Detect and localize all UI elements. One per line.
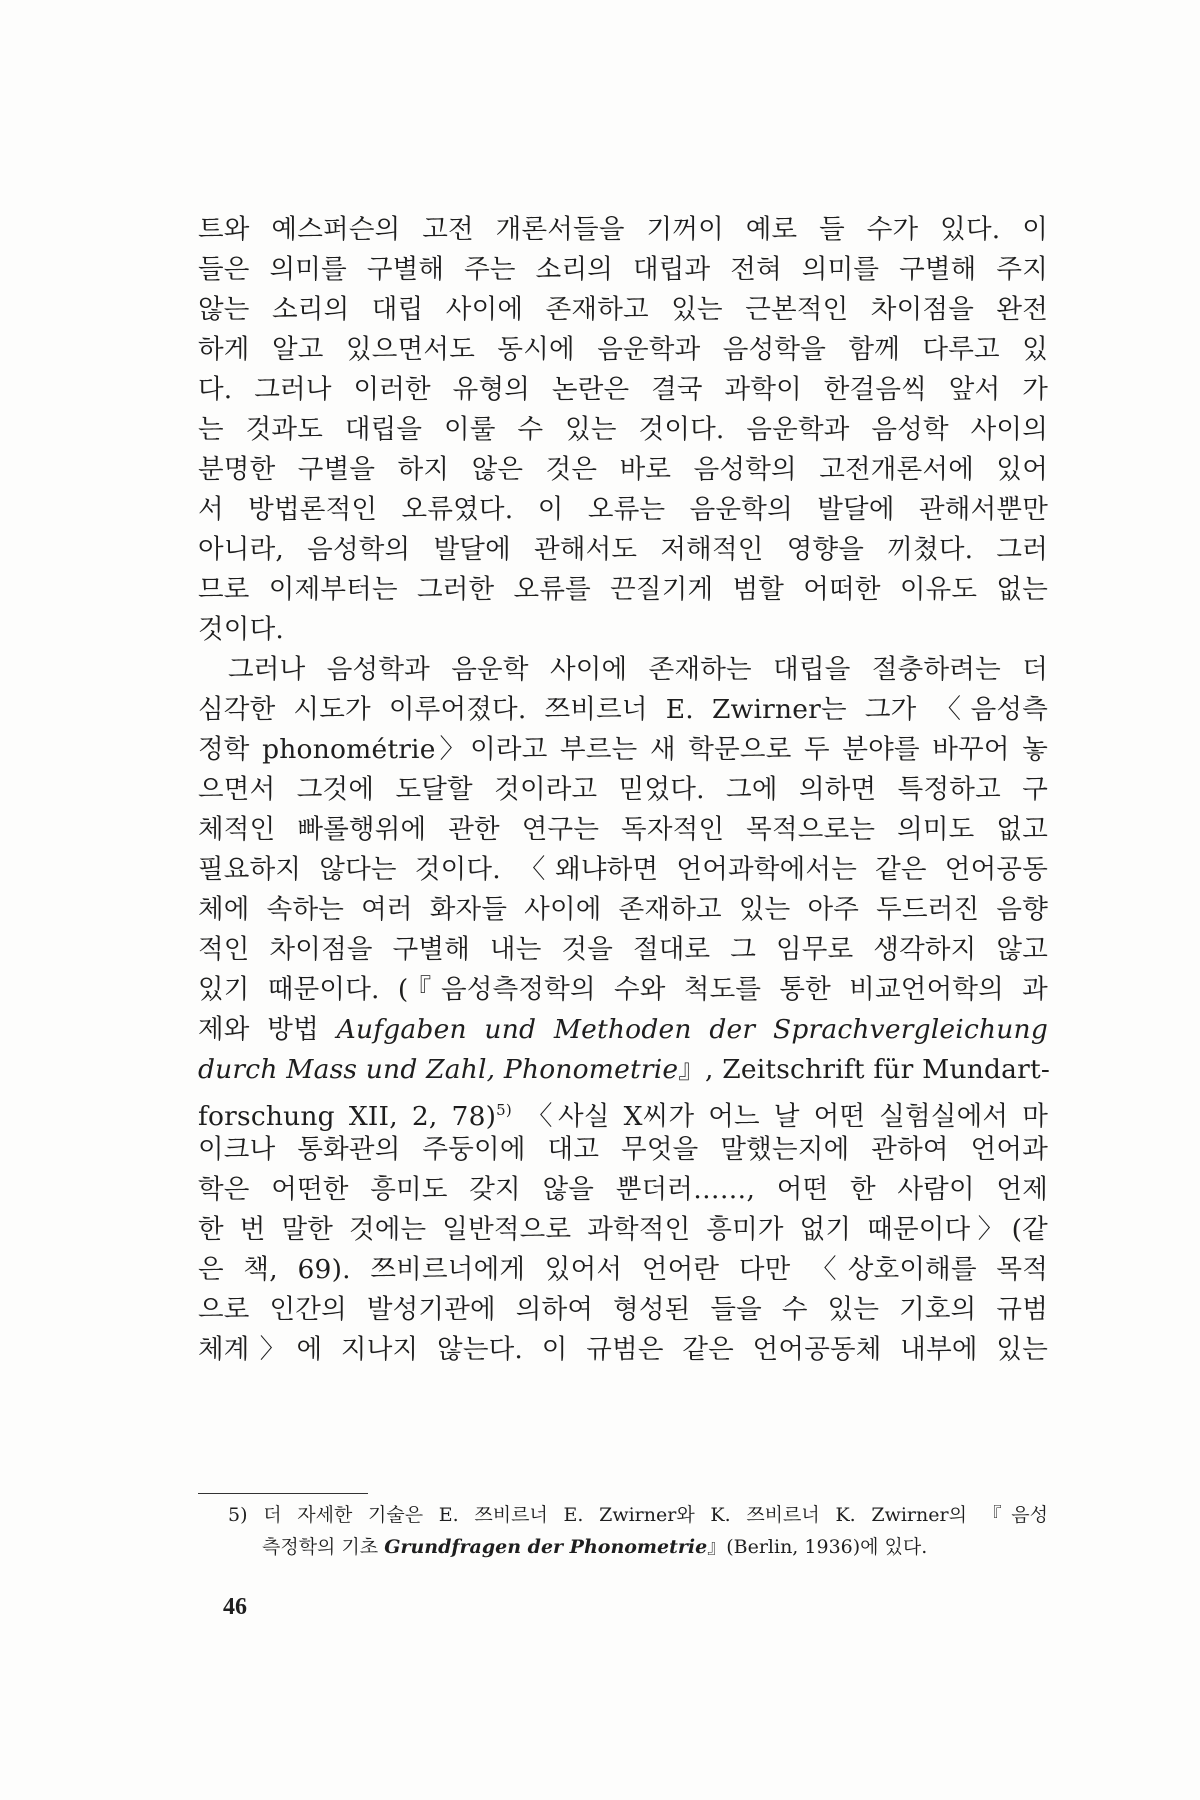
- footnote-text: 더 자세한 기술은 E. 쯔비르너 E. Zwirner와 K. 쯔비르너 K. Zwirner의 『음성: [263, 1504, 1048, 1526]
- body-line: 것이다.: [198, 614, 285, 645]
- footnote-title-italic: Grundfragen der Phonometrie: [384, 1536, 708, 1558]
- footnote-line: [228, 1500, 1048, 1530]
- footnote-reference: 5): [496, 1101, 512, 1119]
- footnote-line: [262, 1532, 1048, 1562]
- body-line: 않는 소리의 대립 사이에 존재하고 있는 근본적인 차이점을 완전: [198, 294, 1048, 325]
- footnote-divider: [198, 1493, 368, 1494]
- body-line: 하게 알고 있으면서도 동시에 음운학과 음성학을 함께 다루고 있: [198, 334, 1048, 365]
- footnote-text: 』(Berlin, 1936)에 있다.: [707, 1536, 928, 1558]
- body-line: 아니라, 음성학의 발달에 관해서도 저해적인 영향을 끼쳤다. 그러: [198, 534, 1048, 565]
- body-line: 다. 그러나 이러한 유형의 논란은 결국 과학이 한걸음씩 앞서 가: [198, 374, 1048, 405]
- body-text: 〈사실 X씨가 어느 날 어떤 실험실에서 마: [511, 1100, 1048, 1132]
- body-text: forschung XII, 2, 78): [198, 1100, 497, 1132]
- body-line: 으로 인간의 발성기관에 의하여 형성된 들을 수 있는 기호의 규범: [198, 1294, 1048, 1325]
- body-line-with-title: [198, 1010, 1048, 1050]
- body-line: 정학 phonométrie〉이라고 부르는 새 학문으로 두 분야를 바꾸어 놓: [198, 734, 1048, 765]
- body-line: 필요하지 않다는 것이다. 〈왜냐하면 언어과학에서는 같은 언어공동: [198, 854, 1048, 885]
- body-line: 분명한 구별을 하지 않은 것은 바로 음성학의 고전개론서에 있어: [198, 454, 1048, 485]
- body-line: 학은 어떤한 흥미도 갖지 않을 뿐더러……, 어떤 한 사람이 언제: [198, 1174, 1048, 1205]
- footnote-text: 측정학의 기초: [262, 1536, 385, 1558]
- body-line: 서 방법론적인 오류였다. 이 오류는 음운학의 발달에 관해서뿐만: [198, 494, 1048, 525]
- body-line: 심각한 시도가 이루어졌다. 쯔비르너 E. Zwirner는 그가 〈음성측: [198, 694, 1048, 725]
- footnote-marker: 5): [228, 1504, 248, 1526]
- body-line: 므로 이제부터는 그러한 오류를 끈질기게 범할 어떠한 이유도 없는: [198, 574, 1048, 605]
- body-line: 트와 예스퍼슨의 고전 개론서들을 기꺼이 예로 들 수가 있다. 이: [198, 214, 1048, 245]
- body-line: 이크나 통화관의 주둥이에 대고 무엇을 말했는지에 관하여 언어과: [198, 1134, 1048, 1165]
- body-line: 으면서 그것에 도달할 것이라고 믿었다. 그에 의하면 특정하고 구: [198, 774, 1048, 805]
- body-line: 는 것과도 대립을 이룰 수 있는 것이다. 음운학과 음성학 사이의: [198, 414, 1048, 445]
- body-line: 체계〉에 지나지 않는다. 이 규범은 같은 언어공동체 내부에 있는: [198, 1334, 1048, 1365]
- body-line: 적인 차이점을 구별해 내는 것을 절대로 그 임무로 생각하지 않고: [198, 934, 1048, 965]
- body-line: 한 번 말한 것에는 일반적으로 과학적인 흥미가 없기 때문이다〉(같: [198, 1214, 1048, 1245]
- german-title-italic: durch Mass und Zahl, Phonometrie: [198, 1054, 679, 1085]
- body-line: 체적인 빠롤행위에 관한 연구는 독자적인 목적으로는 의미도 없고: [198, 814, 1048, 845]
- body-text: 제와 방법: [198, 1014, 337, 1045]
- body-line: 은 책, 69). 쯔비르너에게 있어서 언어란 다만 〈상호이해를 목적: [198, 1254, 1048, 1285]
- paragraph-start-line: 그러나 음성학과 음운학 사이에 존재하는 대립을 절충하려는 더: [228, 654, 1048, 685]
- body-line: 들은 의미를 구별해 주는 소리의 대립과 전혀 의미를 구별해 주지: [198, 254, 1048, 285]
- german-title-italic: Aufgaben und Methoden der Sprachvergleichung: [336, 1014, 1048, 1045]
- body-line-with-title: [198, 1050, 1051, 1090]
- body-line: 체에 속하는 여러 화자들 사이에 존재하고 있는 아주 두드러진 음향: [198, 894, 1048, 925]
- body-text: 』, Zeitschrift für Mundart-: [678, 1054, 1051, 1085]
- page-number: 46: [223, 1594, 247, 1620]
- body-line: 있기 때문이다. (『음성측정학의 수와 척도를 통한 비교언어학의 과: [198, 974, 1048, 1005]
